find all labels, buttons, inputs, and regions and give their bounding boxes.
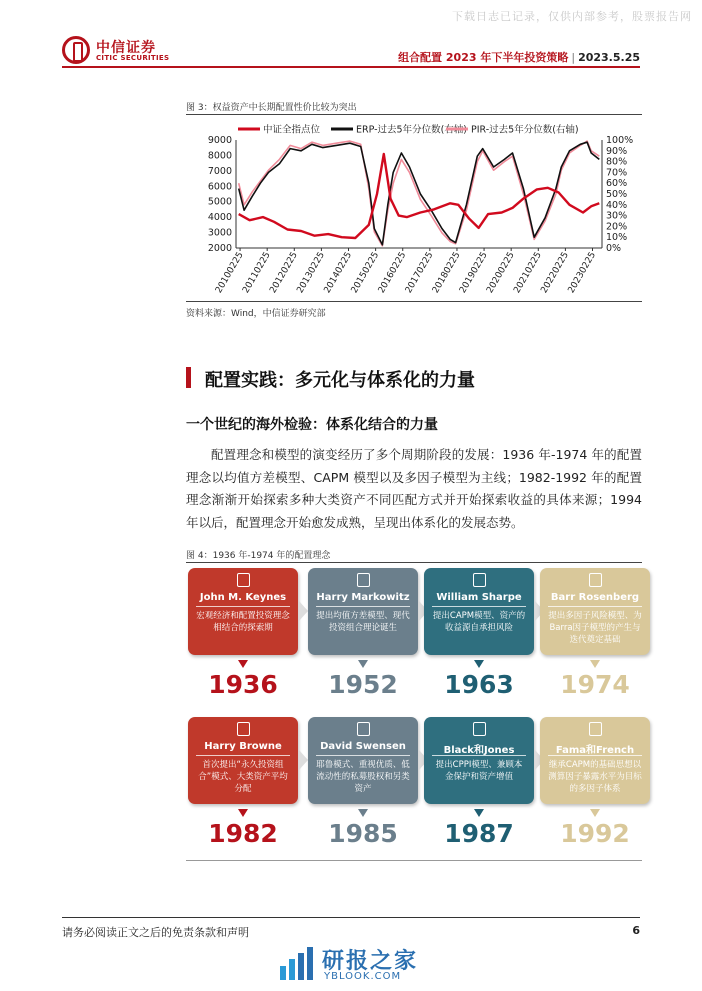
triangle-down-icon	[590, 660, 600, 668]
timeline-year: 1982	[208, 819, 278, 848]
x-tick-label: 20160225	[376, 250, 409, 296]
section-title: 配置实践：多元化与体系化的力量	[205, 370, 475, 391]
logo-chinese-name: 中信证券	[96, 40, 156, 56]
y-left-tick-label: 8000	[207, 150, 232, 162]
triangle-down-icon	[238, 660, 248, 668]
card-person-name: Fama和French	[555, 745, 635, 756]
x-tick-label: 20100225	[214, 250, 246, 296]
page-number: 6	[632, 924, 640, 937]
card-person-name: William Sharpe	[436, 592, 522, 603]
timeline-year: 1985	[328, 819, 398, 848]
y-right-tick-label: 50%	[606, 189, 628, 200]
timeline-year: 1992	[560, 819, 630, 848]
brand-chinese-name: 研报之家	[322, 949, 419, 974]
chevron-right-icon	[299, 601, 308, 621]
timeline-card	[308, 717, 418, 804]
card-description: 宏观经济和配置投资理念相结合的探索期	[196, 611, 290, 633]
report-date: 2023.5.25	[578, 51, 640, 64]
image-icon	[473, 722, 486, 736]
footer-rule	[62, 917, 640, 918]
card-divider	[432, 606, 526, 607]
allocation-timeline	[186, 566, 642, 856]
card-person-name: Harry Browne	[204, 741, 282, 752]
timeline-year: 1963	[444, 670, 514, 699]
y-right-tick-label: 0%	[606, 243, 622, 254]
figure-3-source: 资料来源：Wind，中信证券研究部	[186, 309, 326, 319]
brand-url: YBLOOK.COM	[324, 971, 402, 982]
x-tick-label: 20120225	[268, 250, 300, 296]
card-divider	[316, 606, 410, 607]
org-chart-icon	[357, 722, 370, 736]
timeline-card	[188, 568, 298, 655]
card-divider	[548, 606, 642, 607]
figure-3-bottom-rule	[186, 301, 642, 302]
y-right-tick-label: 70%	[606, 167, 628, 179]
y-left-tick-label: 2000	[207, 243, 232, 254]
x-tick-label: 20110225	[241, 250, 273, 296]
card-divider	[316, 755, 410, 756]
figure-4-rule	[186, 562, 642, 563]
timeline-card	[424, 717, 534, 804]
y-right-tick-label: 90%	[606, 145, 628, 157]
image-icon	[473, 573, 486, 587]
y-left-tick-label: 5000	[207, 196, 232, 208]
triangle-down-icon	[358, 809, 368, 817]
x-tick-label: 20210225	[512, 250, 544, 296]
document-icon	[237, 722, 250, 736]
x-tick-label: 20200225	[485, 250, 517, 296]
x-tick-label: 20150225	[349, 250, 382, 296]
card-description: 耶鲁模式、重视优质、低流动性的私募股权和另类资产	[316, 760, 410, 794]
card-person-name: Black和Jones	[443, 745, 515, 756]
x-tick-label: 20220225	[539, 250, 571, 296]
section-marker	[186, 367, 191, 388]
body-paragraph: 配置理念和模型的演变经历了多个周期阶段的发展：1936 年-1974 年的配置理念以均值方差模型、CAPM 模型以及多因子模型为主线；1982-1992 年的配置理念渐渐开始探索多种大类资产不同匹配方式并开始探索收益的具体来源；1994 年以后，配置理念开始愈发成熟，呈现出体系化的发展态势。	[186, 447, 642, 530]
watermark-text: 下载日志已记录，仅供内部参考，股票报告网	[452, 10, 692, 23]
figure-3-chart	[186, 118, 642, 298]
figure-4-caption: 图 4：1936 年-1974 年的配置理念	[186, 551, 331, 561]
triangle-down-icon	[238, 809, 248, 817]
card-divider	[432, 755, 526, 756]
y-right-tick-label: 80%	[606, 156, 628, 168]
logo-mark-icon	[62, 36, 90, 64]
disclaimer-text: 请务必阅读正文之后的免责条款和声明	[62, 926, 249, 939]
card-divider	[196, 755, 290, 756]
report-header	[398, 49, 640, 65]
subsection-title: 一个世纪的海外检验：体系化结合的力量	[186, 417, 438, 433]
logo-english-name: CITIC SECURITIES	[96, 54, 170, 62]
header-rule	[62, 66, 640, 68]
timeline-card	[540, 717, 650, 804]
card-person-name: David Swensen	[320, 741, 406, 752]
report-title: 组合配置 2023 年下半年投资策略	[398, 51, 569, 64]
timeline-card	[308, 568, 418, 655]
x-tick-label: 20170225	[403, 250, 436, 296]
triangle-down-icon	[474, 809, 484, 817]
yblook-brand	[278, 944, 438, 984]
legend-label: ERP-过去5年分位数(右轴)	[356, 124, 468, 136]
y-right-tick-label: 10%	[606, 232, 628, 244]
card-person-name: Harry Markowitz	[316, 592, 410, 603]
figure-3-caption: 图 3：权益资产中长期配置性价比较为突出	[186, 103, 357, 113]
card-description: 继承CAPM的基础思想以测算因子暴露水平为目标的多因子体系	[548, 760, 642, 794]
y-left-tick-label: 7000	[207, 165, 232, 177]
y-left-tick-label: 4000	[207, 212, 232, 224]
timeline-card	[424, 568, 534, 655]
figure-3-top-rule	[186, 114, 642, 115]
y-right-tick-label: 20%	[606, 221, 628, 233]
card-description: 首次提出“永久投资组合”模式、大类资产平均分配	[198, 760, 288, 794]
card-divider	[548, 755, 642, 756]
x-tick-label: 20140225	[322, 250, 355, 296]
y-left-tick-label: 3000	[207, 227, 232, 239]
card-description: 提出多因子风险模型、为Barra因子模型的产生与迭代奠定基础	[548, 611, 642, 645]
timeline-year: 1987	[444, 819, 514, 848]
card-person-name: John M. Keynes	[199, 592, 287, 603]
figure-4-bottom-rule	[186, 860, 642, 861]
timeline-card	[188, 717, 298, 804]
header-separator: |	[571, 51, 576, 64]
legend-label: 中证全指点位	[263, 124, 321, 136]
card-person-name: Barr Rosenberg	[550, 592, 640, 603]
x-tick-label: 20230225	[566, 250, 599, 296]
org-chart-icon	[357, 573, 370, 587]
x-tick-label: 20130225	[295, 250, 327, 296]
y-right-tick-label: 30%	[606, 210, 628, 222]
triangle-down-icon	[358, 660, 368, 668]
chevron-right-icon	[299, 750, 308, 770]
timeline-year: 1952	[328, 670, 398, 699]
card-description: 提出均值方差模型、现代投资组合理论诞生	[316, 611, 410, 633]
card-divider	[196, 606, 290, 607]
x-tick-label: 20180225	[430, 250, 463, 296]
image-icon	[589, 722, 602, 736]
legend-label: PIR-过去5年分位数(右轴)	[471, 124, 579, 136]
card-description: 提出CPPI模型、兼顾本金保护和资产增值	[435, 760, 523, 782]
triangle-down-icon	[474, 660, 484, 668]
timeline-year: 1974	[560, 670, 630, 699]
image-icon	[589, 573, 602, 587]
card-description: 提出CAPM模型、资产的收益源自承担风险	[432, 611, 526, 633]
timeline-year: 1936	[208, 670, 278, 699]
document-icon	[237, 573, 250, 587]
bar-chart-logo-icon	[278, 944, 318, 982]
citic-logo	[62, 36, 212, 66]
timeline-card	[540, 568, 650, 655]
triangle-down-icon	[590, 809, 600, 817]
y-right-tick-label: 40%	[606, 199, 628, 211]
x-tick-label: 20190225	[458, 250, 490, 296]
y-left-tick-label: 9000	[207, 135, 232, 146]
y-right-tick-label: 100%	[606, 135, 634, 146]
y-left-tick-label: 6000	[207, 181, 232, 193]
y-right-tick-label: 60%	[606, 178, 628, 190]
